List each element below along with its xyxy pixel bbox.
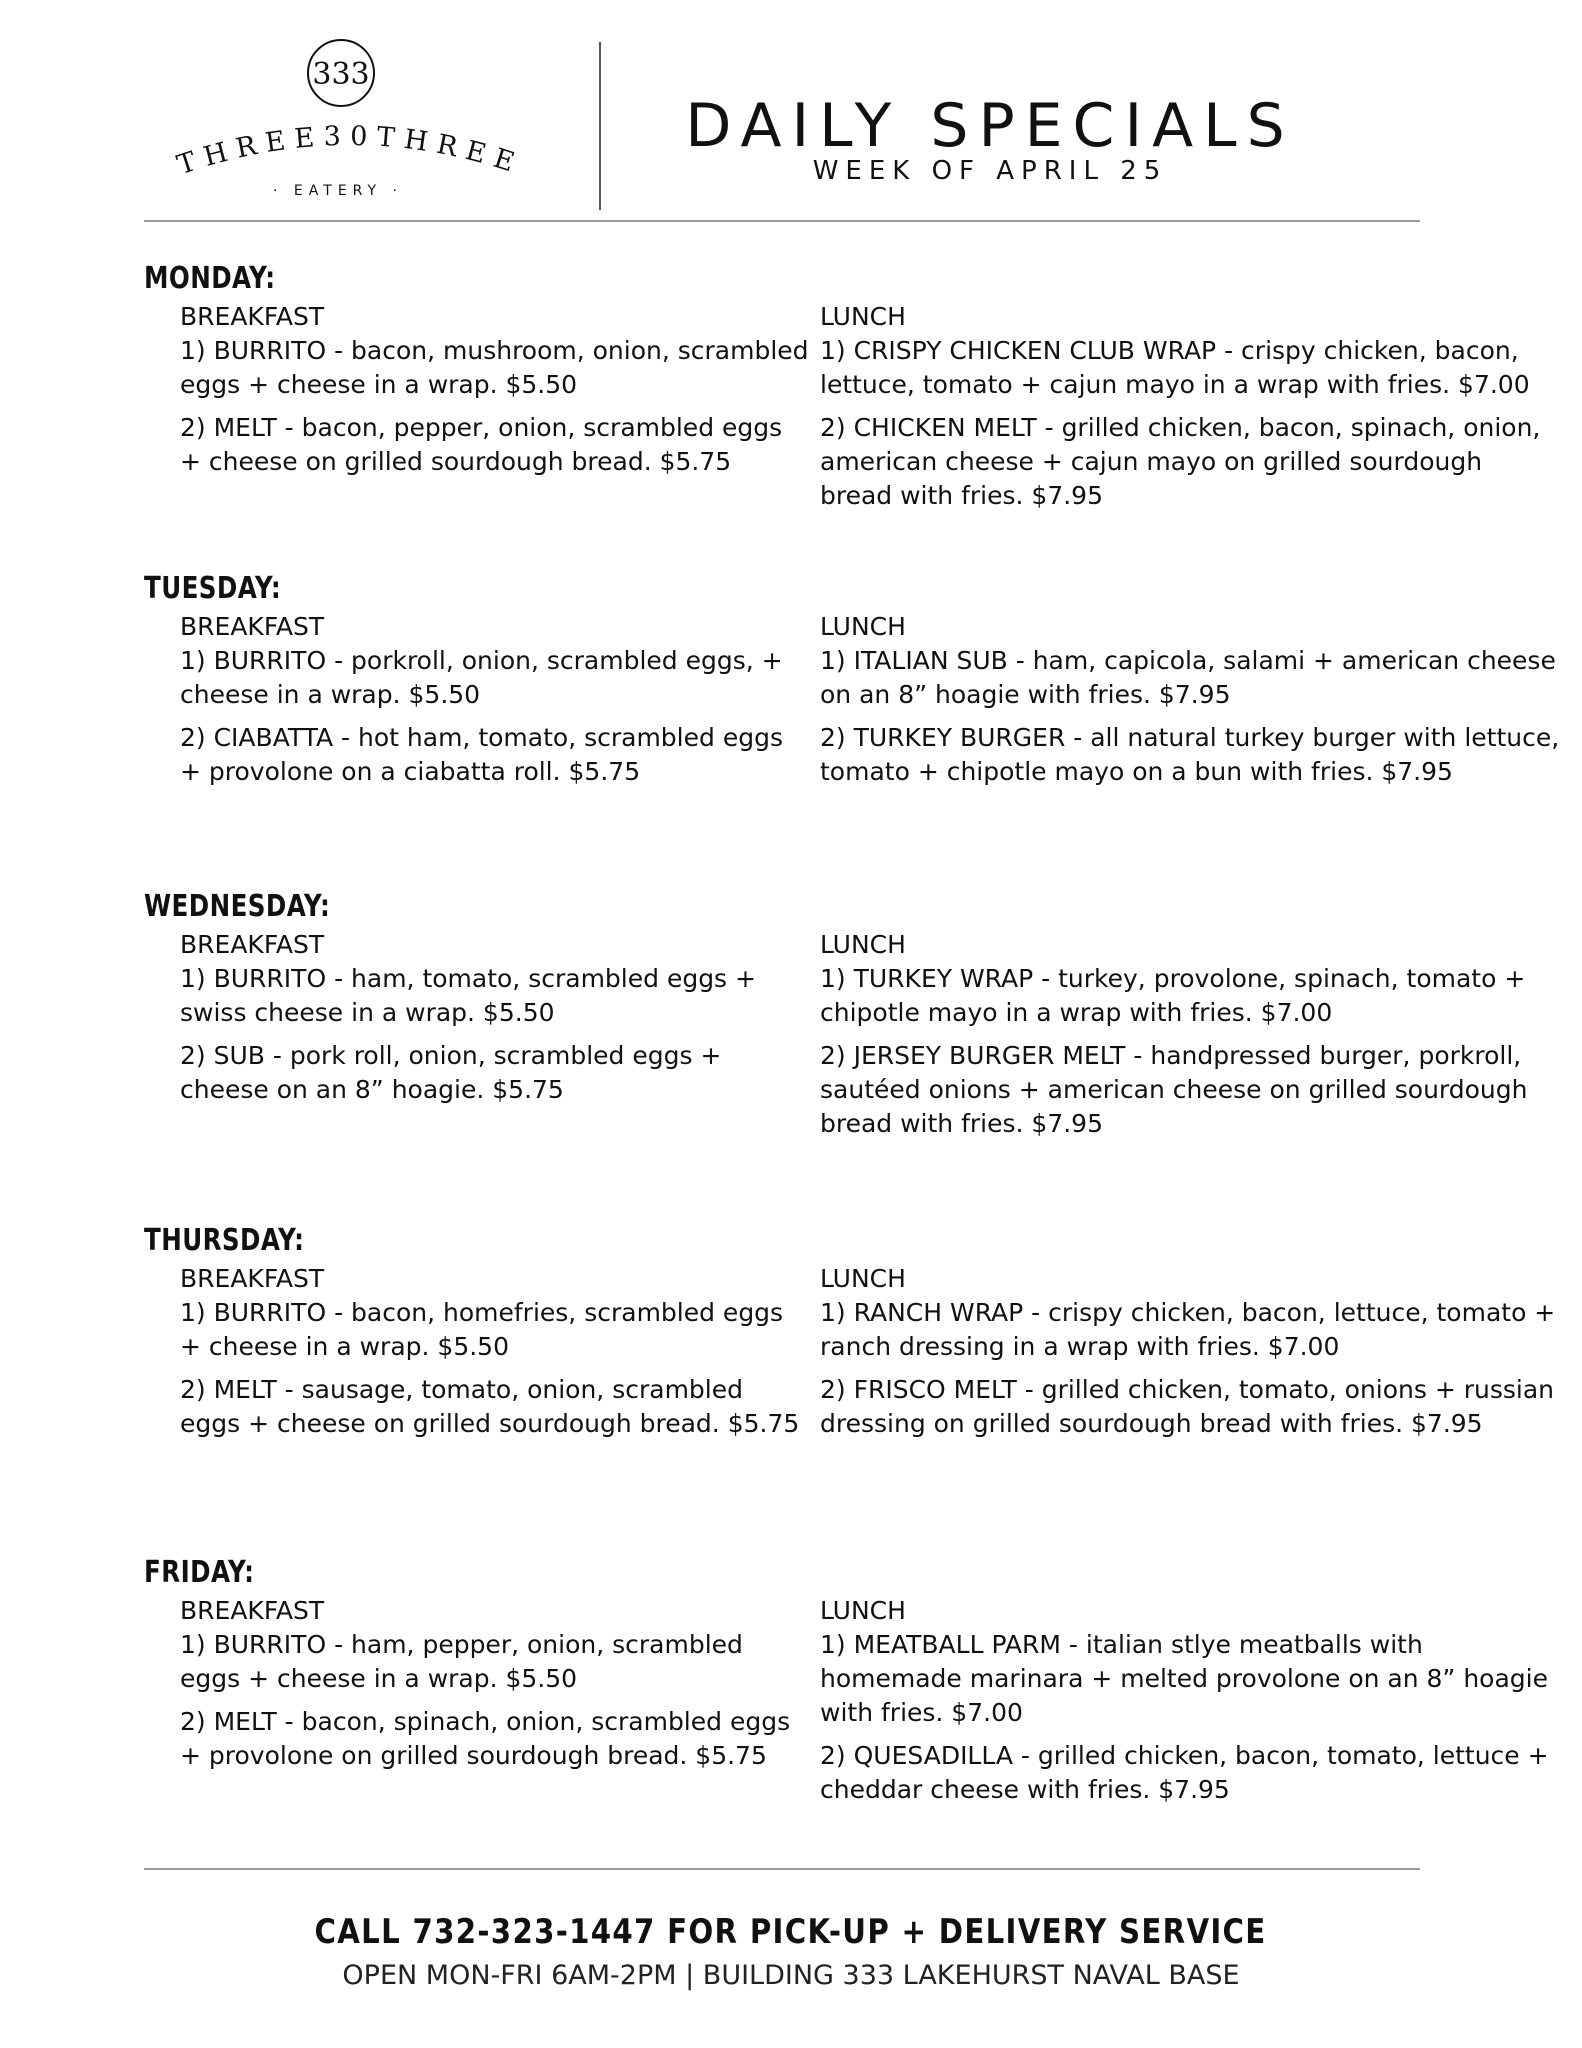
breakfast-label: BREAKFAST xyxy=(180,1264,325,1293)
logo xyxy=(140,36,560,206)
menu-item: 1) BURRITO - ham, tomato, scrambled eggs + swiss cheese in a wrap. $5.50 xyxy=(180,964,756,1027)
menu-item: 2) JERSEY BURGER MELT - handpressed burger, porkroll, sautéed onions + american cheese on grilled sourdough bread with fries. $7.95 xyxy=(820,1041,1528,1138)
day-wednesday xyxy=(144,889,1544,1138)
lunch-column xyxy=(820,1262,1560,1450)
phone-callout: CALL 732-323-1447 FOR PICK-UP + DELIVERY SERVICE xyxy=(314,1912,1268,1952)
breakfast-column xyxy=(180,1594,810,1782)
menu-item: 1) ITALIAN SUB - ham, capicola, salami + american cheese on an 8” hoagie with fries. $7.95 xyxy=(820,646,1556,709)
menu-item: 2) TURKEY BURGER - all natural turkey burger with lettuce, tomato + chipotle mayo on a bun with fries. $7.95 xyxy=(820,723,1560,786)
lunch-column xyxy=(820,928,1560,1150)
breakfast-column xyxy=(180,928,810,1116)
breakfast-column xyxy=(180,300,810,488)
page-subtitle: WEEK OF APRIL 25 xyxy=(812,156,1168,186)
day-tuesday xyxy=(144,571,1560,786)
footer-call xyxy=(0,1912,1582,1952)
menu-item: 2) MELT - bacon, pepper, onion, scrambled eggs + cheese on grilled sourdough bread. $5.75 xyxy=(180,413,783,476)
day-label: FRIDAY: xyxy=(144,1555,255,1590)
footer-rule xyxy=(144,1868,1420,1870)
logo-mark xyxy=(140,36,560,206)
breakfast-label: BREAKFAST xyxy=(180,930,325,959)
lunch-column xyxy=(820,610,1560,798)
logo-number: 333 xyxy=(312,57,370,92)
day-friday xyxy=(144,1555,1549,1804)
menu-item: 2) MELT - sausage, tomato, onion, scrambled eggs + cheese on grilled sourdough bread. $5.75 xyxy=(180,1375,800,1438)
footer-info: OPEN MON-FRI 6AM-2PM | BUILDING 333 LAKEHURST NAVAL BASE xyxy=(342,1960,1240,1991)
lunch-column xyxy=(820,300,1560,522)
breakfast-label: BREAKFAST xyxy=(180,1596,325,1625)
menu-item: 2) CHICKEN MELT - grilled chicken, bacon, spinach, onion, american cheese + cajun mayo on grilled sourdough bread with fries. $7.95 xyxy=(820,413,1541,510)
menu-item: 2) CIABATTA - hot ham, tomato, scrambled eggs + provolone on a ciabatta roll. $5.75 xyxy=(180,723,783,786)
breakfast-column xyxy=(180,1262,810,1450)
menu-item: 1) BURRITO - bacon, mushroom, onion, scrambled eggs + cheese in a wrap. $5.50 xyxy=(180,336,809,399)
day-label: MONDAY: xyxy=(144,261,276,296)
logo-sub: · EATERY · xyxy=(273,183,403,199)
day-label: TUESDAY: xyxy=(144,571,282,606)
menu-item: 1) CRISPY CHICKEN CLUB WRAP - crispy chicken, bacon, lettuce, tomato + cajun mayo in a wrap with fries. $7.00 xyxy=(820,336,1530,399)
menu-item: 1) BURRITO - ham, pepper, onion, scrambled eggs + cheese in a wrap. $5.50 xyxy=(180,1630,743,1693)
breakfast-label: BREAKFAST xyxy=(180,302,325,331)
lunch-label: LUNCH xyxy=(820,612,906,641)
menu-item: 2) QUESADILLA - grilled chicken, bacon, tomato, lettuce + cheddar cheese with fries. $7.95 xyxy=(820,1741,1549,1804)
menu-item: 2) MELT - bacon, spinach, onion, scrambled eggs + provolone on grilled sourdough bread. $5.75 xyxy=(180,1707,791,1770)
menu-item: 1) BURRITO - porkroll, onion, scrambled eggs, + cheese in a wrap. $5.50 xyxy=(180,646,783,709)
logo-name: THREE30THREE xyxy=(173,120,527,182)
menu-item: 1) MEATBALL PARM - italian stlye meatballs with homemade marinara + melted provolone on an 8” hoagie with fries. $7.00 xyxy=(820,1630,1548,1727)
lunch-label: LUNCH xyxy=(820,302,906,331)
menu-item: 2) FRISCO MELT - grilled chicken, tomato, onions + russian dressing on grilled sourdough bread with fries. $7.95 xyxy=(820,1375,1555,1438)
day-label: WEDNESDAY: xyxy=(144,889,331,924)
header-rule xyxy=(144,220,1420,222)
menu-item: 1) RANCH WRAP - crispy chicken, bacon, lettuce, tomato + ranch dressing in a wrap with fries. $7.00 xyxy=(820,1298,1556,1361)
lunch-label: LUNCH xyxy=(820,1264,906,1293)
header-divider xyxy=(599,42,601,210)
menu-item: 2) SUB - pork roll, onion, scrambled eggs + cheese on an 8” hoagie. $5.75 xyxy=(180,1041,722,1104)
menu-item: 1) BURRITO - bacon, homefries, scrambled eggs + cheese in a wrap. $5.50 xyxy=(180,1298,784,1361)
day-thursday xyxy=(144,1223,1556,1438)
page-title: DAILY SPECIALS xyxy=(685,91,1295,161)
breakfast-column xyxy=(180,610,810,798)
lunch-column xyxy=(820,1594,1560,1816)
lunch-label: LUNCH xyxy=(820,1596,906,1625)
day-label: THURSDAY: xyxy=(144,1223,305,1258)
menu-item: 1) TURKEY WRAP - turkey, provolone, spinach, tomato + chipotle mayo in a wrap with fries. $7.00 xyxy=(820,964,1526,1027)
day-monday xyxy=(144,261,1544,510)
breakfast-label: BREAKFAST xyxy=(180,612,325,641)
lunch-label: LUNCH xyxy=(820,930,906,959)
